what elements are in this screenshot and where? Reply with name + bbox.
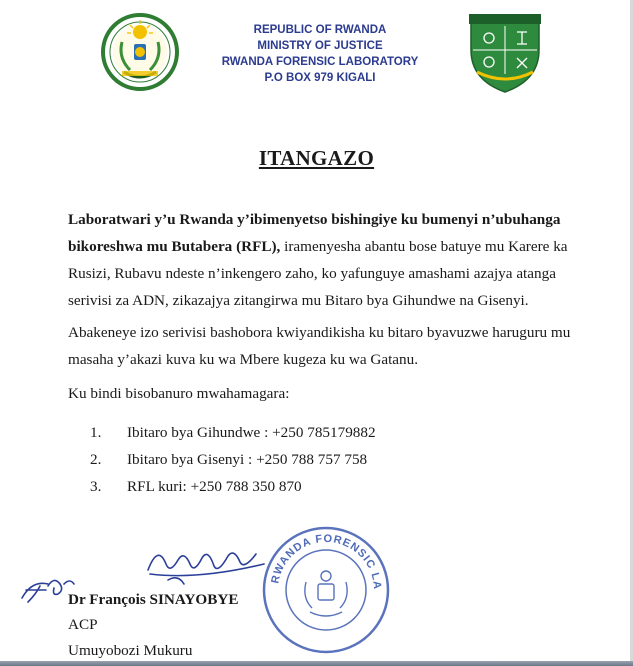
list-number: 3. <box>90 478 102 495</box>
paragraph-announcement <box>68 206 588 314</box>
paragraph-contact-intro: Ku bindi bisobanuro mwahamagara: <box>68 385 290 402</box>
letterhead <box>200 22 440 86</box>
header-address: P.O BOX 979 KIGALI <box>264 72 376 84</box>
header-country: REPUBLIC OF RWANDA <box>253 24 387 36</box>
contact-text: Ibitaro bya Gihundwe : +250 785179882 <box>127 424 376 441</box>
notice-title: ITANGAZO <box>258 146 375 170</box>
rwanda-coat-of-arms-icon <box>100 12 180 97</box>
announcement-text: iramenyesha abantu bose batuye mu Karere ka Rusizi, Rubavu ndeste n’inkengero zaho, ko yafunguye amashami azajya atanga serivisi za ADN, zikazajya zitangirwa mu Bitaro bya Gihundwe na Gisenyi. <box>68 238 568 309</box>
contact-text: RFL kuri: +250 788 350 870 <box>127 478 302 495</box>
signatory-name: Dr François SINAYOBYE <box>68 591 239 608</box>
list-item <box>90 473 376 500</box>
contact-text: Ibitaro bya Gisenyi : +250 788 757 758 <box>127 451 368 468</box>
official-stamp <box>256 520 396 665</box>
institution-name: Laboratwari y’u Rwanda y’ibimenyetso bishingiye ku bumenyi n’ubuhanga bikoreshwa mu Butabera (RFL), <box>68 211 561 255</box>
list-number: 2. <box>90 451 102 468</box>
header-ministry: MINISTRY OF JUSTICE <box>257 40 383 52</box>
signatory-title: Umuyobozi Mukuru <box>68 642 193 659</box>
contact-list <box>90 419 376 500</box>
rfl-shield-logo-icon <box>465 10 545 99</box>
paragraph-registration: Abakeneye izo serivisi bashobora kwiyandikisha ku bitaro byavuzwe haruguru mu masaha y’akazi kuva ku wa Mbere kugeza ku wa Gatanu. <box>68 324 571 368</box>
stamp-text: RWANDA FORENSIC LA <box>269 532 384 591</box>
page-edge <box>0 661 633 666</box>
list-item <box>90 446 376 473</box>
header-institution: RWANDA FORENSIC LABORATORY <box>221 56 419 68</box>
signatory-rank: ACP <box>68 616 98 633</box>
list-number: 1. <box>90 424 102 441</box>
list-item <box>90 419 376 446</box>
